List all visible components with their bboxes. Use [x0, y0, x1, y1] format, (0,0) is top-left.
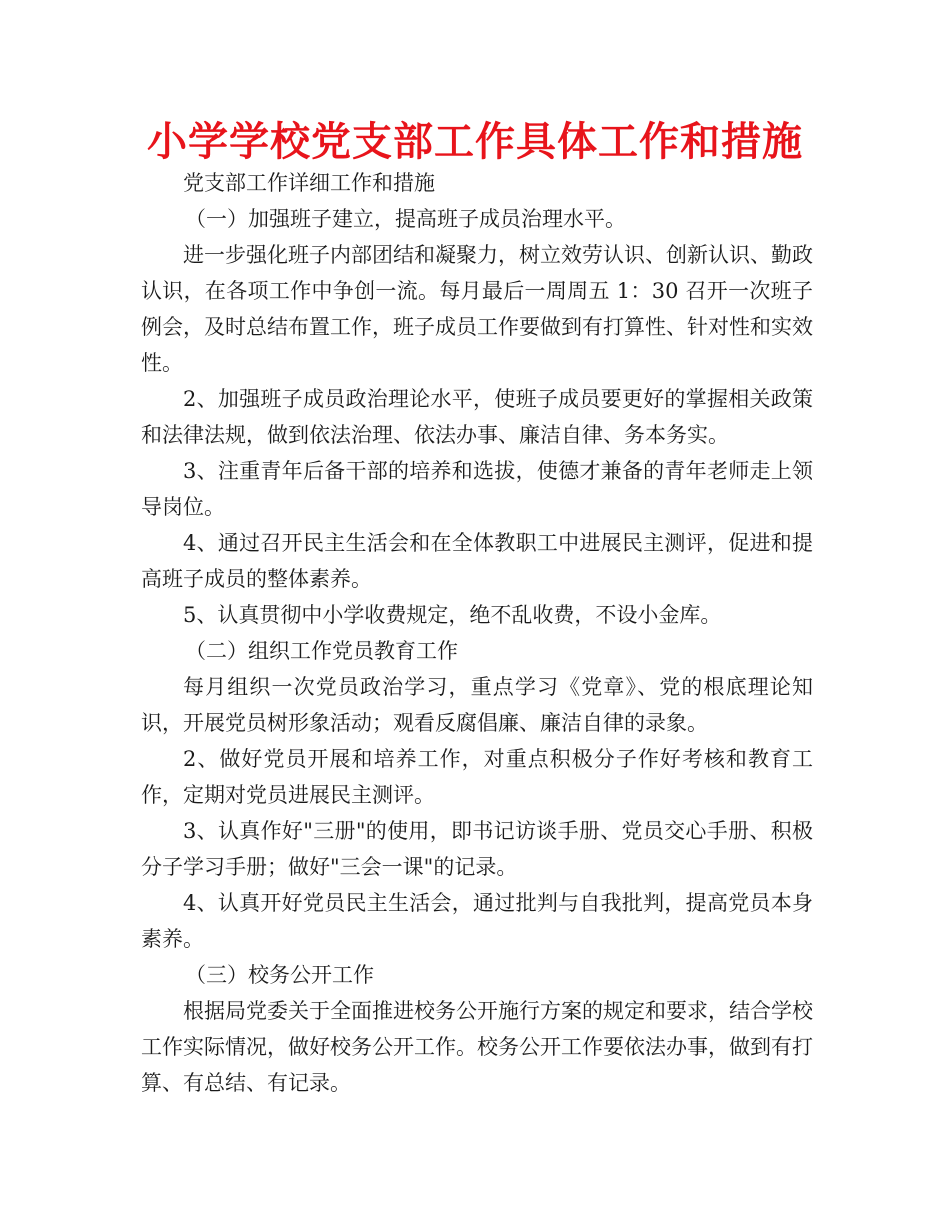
paragraph: 5、认真贯彻中小学收费规定，绝不乱收费，不设小金库。	[183, 603, 722, 627]
section-heading-2: （二）组织工作党员教育工作	[185, 639, 458, 663]
document-subtitle: 党支部工作详细工作和措施	[183, 171, 435, 195]
paragraph: 2、做好党员开展和培养工作，对重点积极分子作好考核和教育工作，定期对党员进展民主测评。	[141, 747, 813, 807]
document-body	[141, 165, 813, 1101]
paragraph: 3、认真作好"三册"的使用，即书记访谈手册、党员交心手册、积极分子学习手册；做好"三会一课"的记录。	[141, 819, 813, 879]
paragraph: 4、通过召开民主生活会和在全体教职工中进展民主测评，促进和提高班子成员的整体素养。	[141, 531, 813, 591]
paragraph: 2、加强班子成员政治理论水平，使班子成员要更好的掌握相关政策和法律法规，做到依法治理、依法办事、廉洁自律、务本务实。	[141, 387, 813, 447]
paragraph: 3、注重青年后备干部的培养和选拔，使德才兼备的青年老师走上领导岗位。	[141, 459, 813, 519]
section-heading-3: （三）校务公开工作	[185, 963, 374, 987]
paragraph: 进一步强化班子内部团结和凝聚力，树立效劳认识、创新认识、勤政认识，在各项工作中争创一流。每月最后一周周五 1：30 召开一次班子例会，及时总结布置工作，班子成员工作要做到有打算性、针对性和实效性。	[141, 243, 813, 375]
paragraph: 每月组织一次党员政治学习，重点学习《党章》、党的根底理论知识，开展党员树形象活动；观看反腐倡廉、廉洁自律的录象。	[141, 675, 813, 735]
paragraph: 根据局党委关于全面推进校务公开施行方案的规定和要求，结合学校工作实际情况，做好校务公开工作。校务公开工作要依法办事，做到有打算、有总结、有记录。	[141, 999, 813, 1095]
document-title: 小学学校党支部工作具体工作和措施	[147, 119, 803, 165]
paragraph: 4、认真开好党员民主生活会，通过批判与自我批判，提高党员本身素养。	[141, 891, 813, 951]
section-heading-1: （一）加强班子建立，提高班子成员治理水平。	[185, 207, 626, 231]
